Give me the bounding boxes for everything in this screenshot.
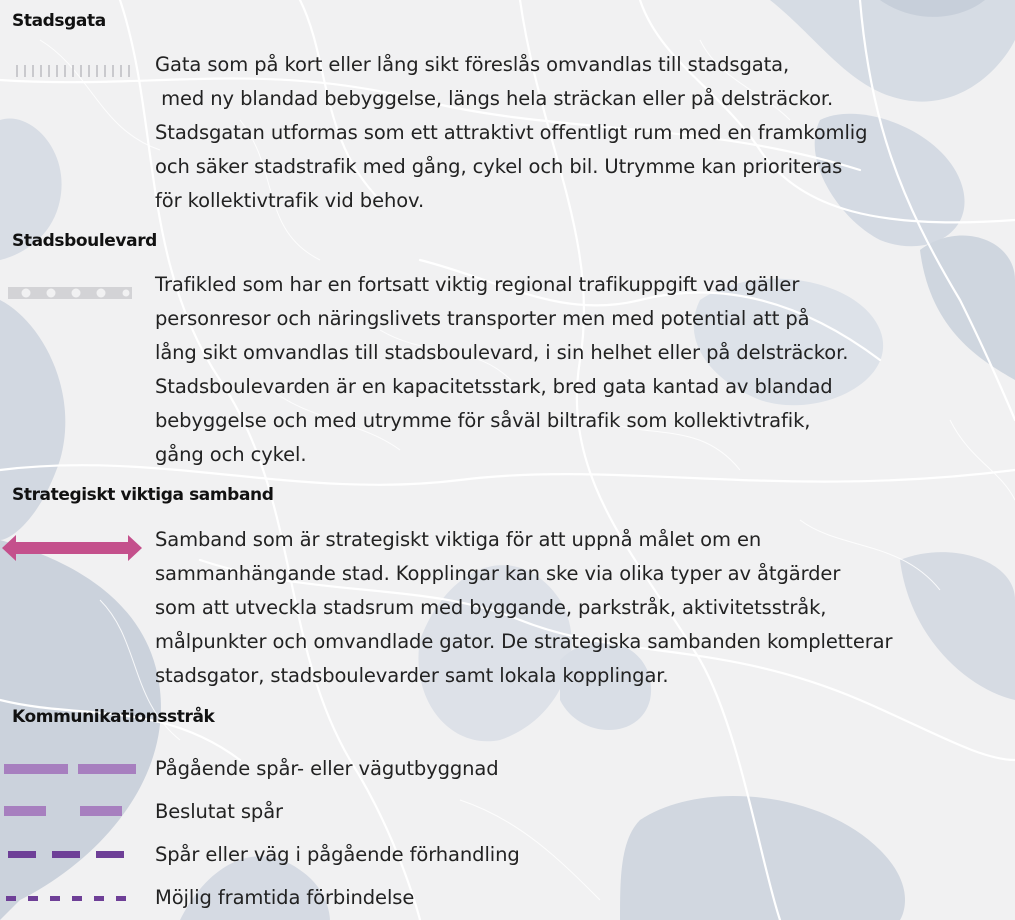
description-line: Trafikled som har en fortsatt viktig regional trafikuppgift vad gäller	[155, 273, 800, 296]
description-line: bebyggelse och med utrymme för såväl biltrafik som kollektivtrafik,	[155, 409, 811, 432]
stadsgata-heading: Stadsgata	[12, 11, 106, 31]
stadsgata-description	[155, 48, 867, 218]
description-line: för kollektivtrafik vid behov.	[155, 189, 425, 212]
double-arrow-icon	[0, 532, 145, 564]
description-line: Stadsgatan utformas som ett attraktivt offentligt rum med en framkomlig	[155, 121, 868, 144]
description-line: gång och cykel.	[155, 443, 307, 466]
thick-sparse-dash-line-icon	[0, 804, 140, 818]
stadsboulevard-description	[155, 268, 848, 472]
stadsgata-hatched-line-icon	[0, 64, 135, 78]
kommunikation-item-label: Spår eller väg i pågående förhandling	[155, 843, 520, 866]
description-line: lång sikt omvandlas till stadsboulevard, i sin helhet eller på delsträckor.	[155, 341, 849, 364]
samband-description	[155, 523, 892, 693]
stadsboulevard-dotted-band-icon	[0, 285, 135, 301]
description-line: Samband som är strategiskt viktiga för att uppnå målet om en	[155, 528, 762, 551]
samband-heading: Strategiskt viktiga samband	[12, 485, 274, 505]
description-line: personresor och näringslivets transporter men med potential att på	[155, 307, 810, 330]
short-dash-line-icon	[0, 893, 140, 905]
description-line: sammanhängande stad. Kopplingar kan ske via olika typer av åtgärder	[155, 562, 841, 585]
thick-long-dash-line-icon	[0, 762, 140, 776]
kommunikation-item-label: Pågående spår- eller vägutbyggnad	[155, 757, 499, 780]
stadsboulevard-heading: Stadsboulevard	[12, 231, 157, 251]
description-line: stadsgator, stadsboulevarder samt lokala kopplingar.	[155, 664, 669, 687]
medium-dash-line-icon	[0, 849, 140, 861]
description-line: och säker stadstrafik med gång, cykel och bil. Utrymme kan prioriteras	[155, 155, 843, 178]
kommunikation-heading: Kommunikationsstråk	[12, 707, 215, 727]
description-line: Gata som på kort eller lång sikt föreslås omvandlas till stadsgata,	[155, 53, 790, 76]
description-line: målpunkter och omvandlade gator. De strategiska sambanden kompletterar	[155, 630, 893, 653]
kommunikation-item-label: Möjlig framtida förbindelse	[155, 886, 415, 909]
description-line: med ny blandad bebyggelse, längs hela sträckan eller på delsträckor.	[155, 87, 834, 110]
description-line: Stadsboulevarden är en kapacitetsstark, bred gata kantad av blandad	[155, 375, 833, 398]
description-line: som att utveckla stadsrum med byggande, parkstråk, aktivitetsstråk,	[155, 596, 827, 619]
kommunikation-item-label: Beslutat spår	[155, 800, 283, 823]
